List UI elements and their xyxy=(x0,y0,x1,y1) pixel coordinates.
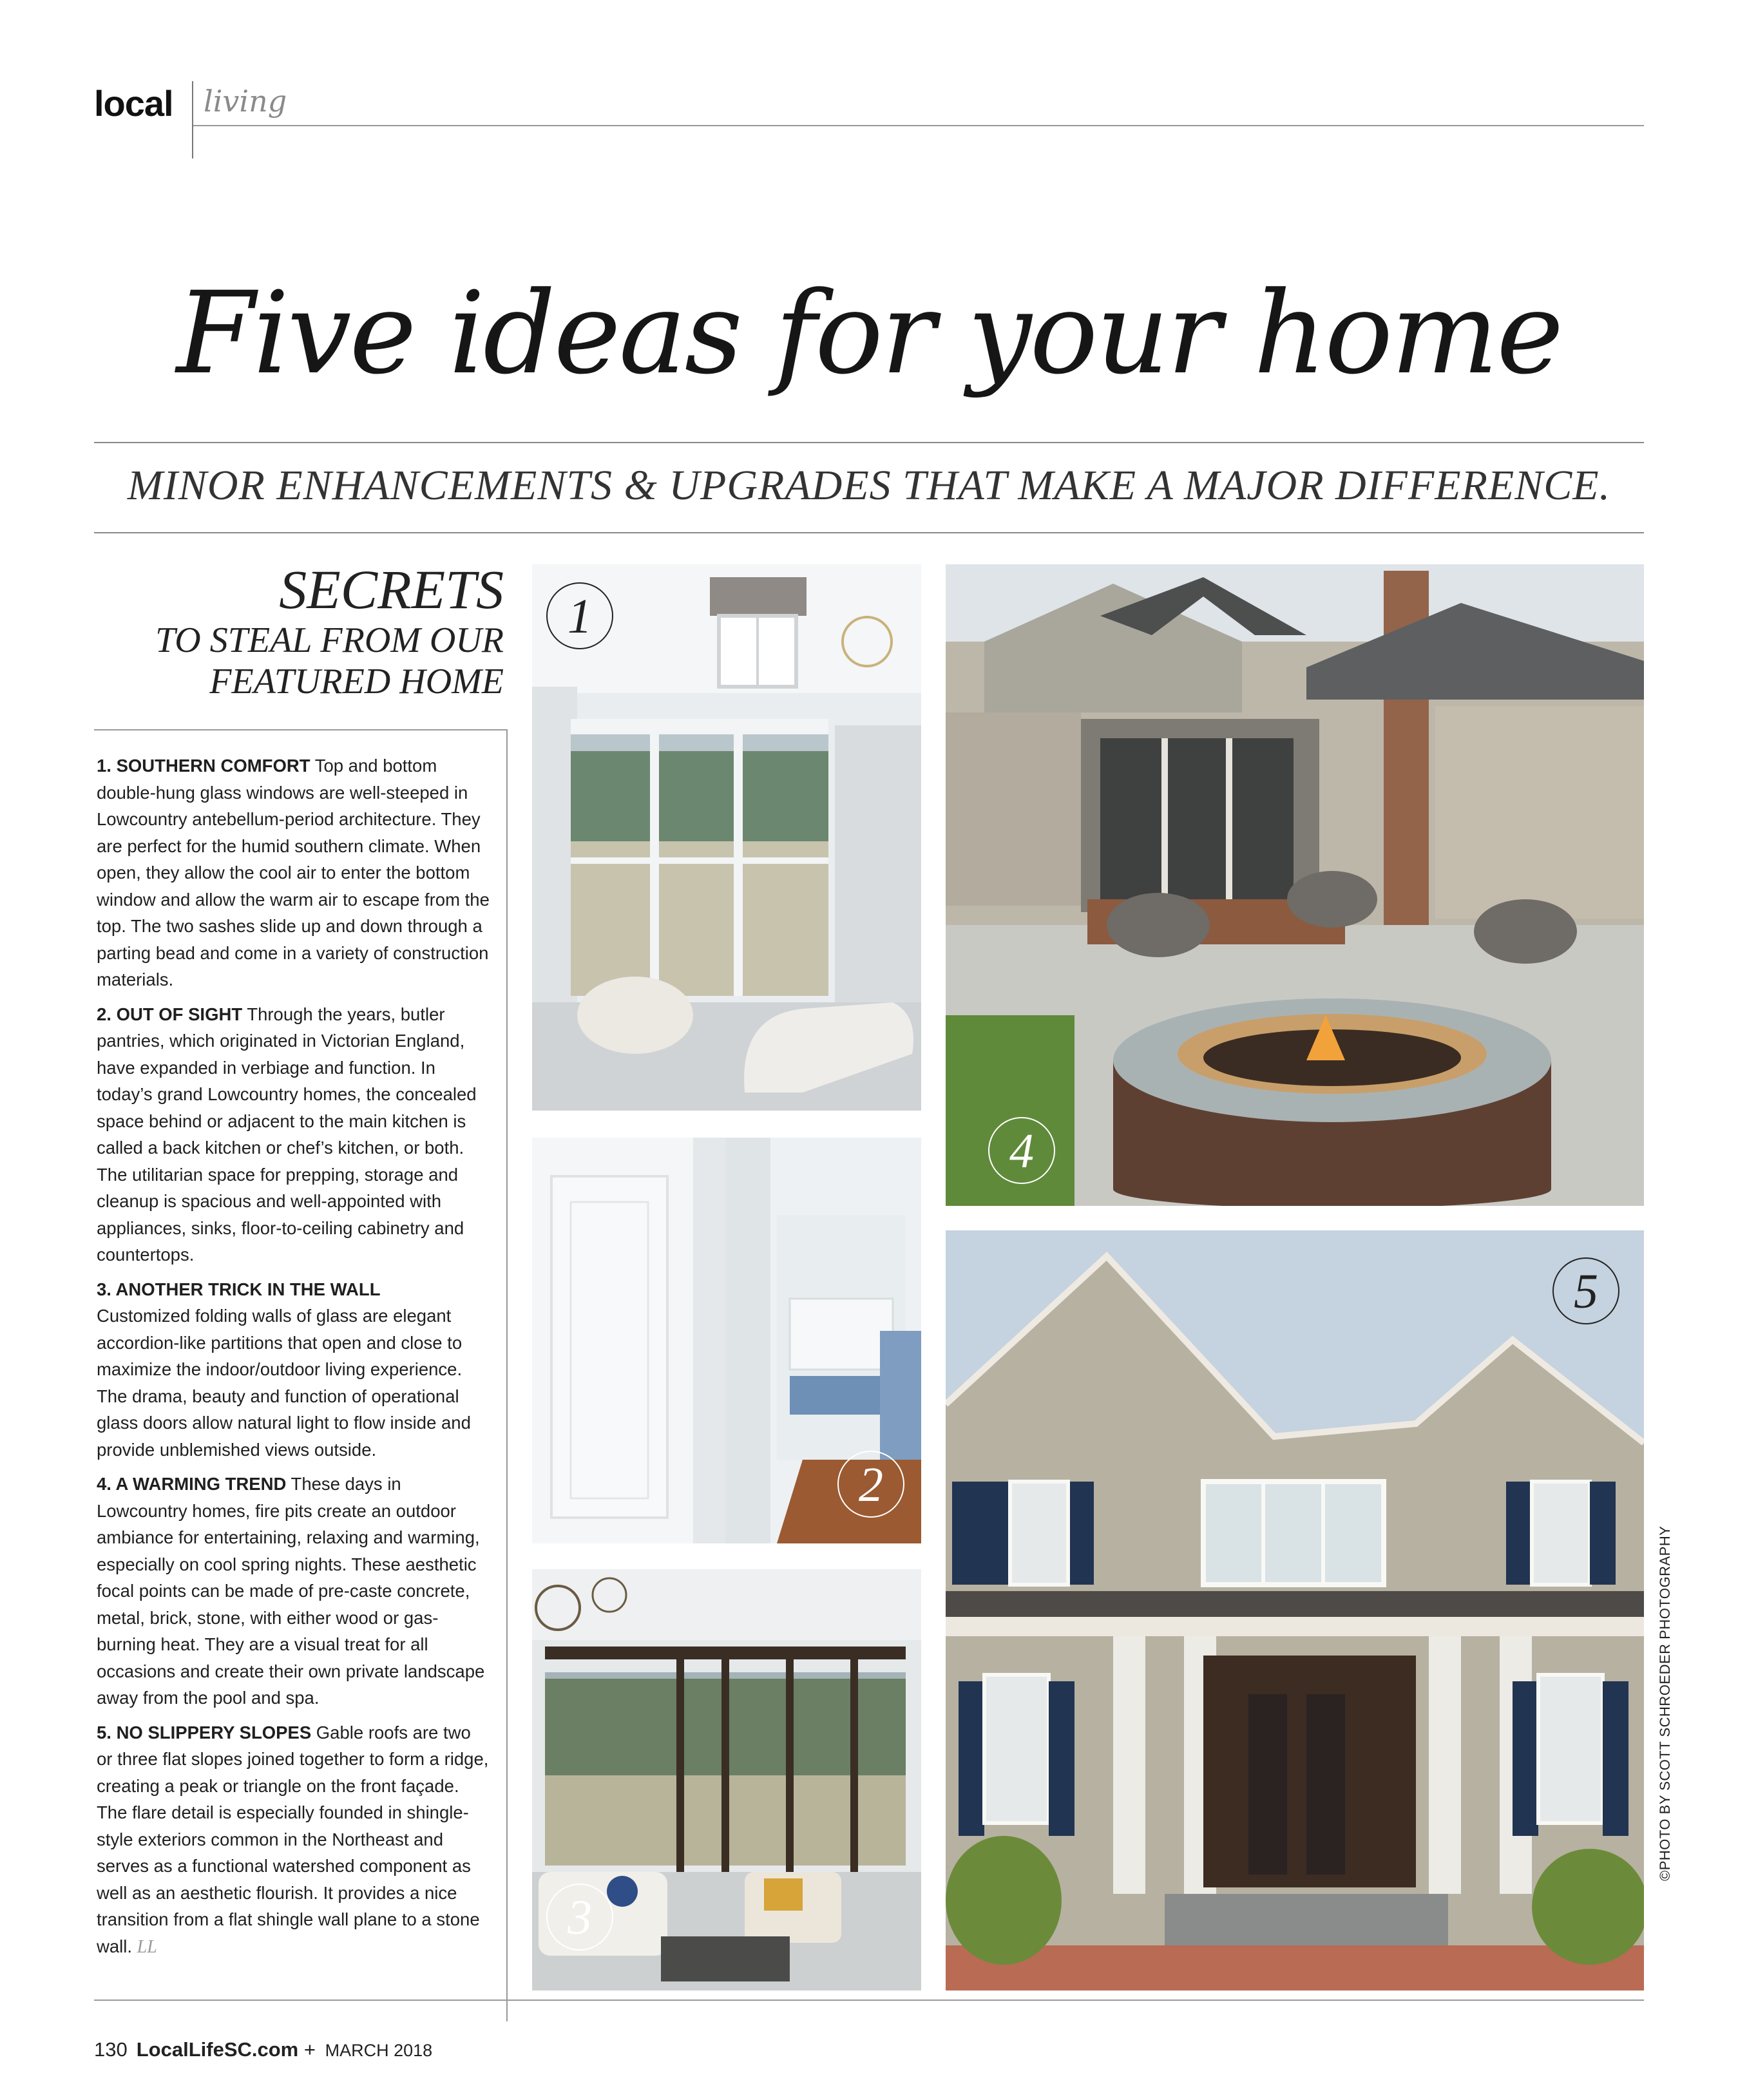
photo-credit: ©PHOTO BY SCOTT SCHROEDER PHOTOGRAPHY xyxy=(1657,1525,1673,1881)
idea-text: Top and bottom double-hung glass windows are well-steeped in Lowcountry antebellum-period architecture. They are perfect for the humid southern climate. When open, they allow the cool air to enter the bottom window and allow the warm air to escape from the top. The two sashes slide up and down through a parting bead and come in a variety of construction materials. xyxy=(97,756,490,989)
idea-title: 1. SOUTHERN COMFORT xyxy=(97,756,310,776)
title-rule-bottom xyxy=(94,532,1644,533)
idea-text: These days in Lowcountry homes, fire pits create an outdoor ambiance for entertaining, relaxing and warming, especially on cool spring nights. These aesthetic focal points can be made of pre-caste concrete, metal, brick, stone, with either wood or gas-burning heat. They are a visual treat for all occasions and create their own private landscape away from the pool and spa. xyxy=(97,1474,485,1708)
photo-sunroom xyxy=(532,564,921,1111)
article-title: Five ideas for your home xyxy=(176,267,1562,399)
footer-site-link[interactable]: LocalLifeSC.com xyxy=(136,2038,299,2061)
article-subtitle: MINOR ENHANCEMENTS & UPGRADES THAT MAKE A MAJOR DIFFERENCE. xyxy=(127,462,1611,509)
brand-local: local xyxy=(94,83,173,124)
idea-title: 4. A WARMING TREND xyxy=(97,1474,287,1494)
fire-pit-illustration xyxy=(946,564,1644,1206)
idea-item xyxy=(97,1276,491,1464)
secrets-subheading-line2: FEATURED HOME xyxy=(209,662,504,702)
idea-text: Customized folding walls of glass are elegant accordion-like partitions that open and close to maximize the indoor/outdoor living experience. The drama, beauty and function of operational glass doors allow natural light to flow inside and provide unblemished views outside. xyxy=(97,1306,471,1460)
photo-hallway xyxy=(532,1138,921,1543)
page-number: 130 xyxy=(94,2038,128,2061)
idea-title: 3. ANOTHER TRICK IN THE WALL xyxy=(97,1279,381,1299)
idea-item xyxy=(97,1719,491,1961)
idea-item xyxy=(97,1471,491,1712)
column-rule-horizontal xyxy=(94,729,508,730)
idea-title: 2. OUT OF SIGHT xyxy=(97,1004,243,1024)
idea-title: 5. NO SLIPPERY SLOPES xyxy=(97,1722,312,1742)
house-illustration xyxy=(946,1230,1644,1990)
footer-rule xyxy=(94,2000,1644,2001)
idea-item xyxy=(97,752,491,993)
footer-separator: + xyxy=(303,2038,316,2061)
column-rule-vertical xyxy=(506,729,508,2021)
idea-item xyxy=(97,1001,491,1268)
idea-text: Gable roofs are two or three flat slopes joined together to form a ridge, creating a peak or triangle on the front façade. The flare detail is especially founded in shingle-style exteriors common in the Northeast and serves as a functional watershed component as well as an aesthetic flourish. It provides a nice transition from a flat shingle wall plane to a stone wall. xyxy=(97,1722,489,1956)
footer-issue-date: MARCH 2018 xyxy=(325,2041,433,2060)
brand-section: living xyxy=(204,84,287,119)
photo-number-badge: 5 xyxy=(1552,1257,1619,1324)
author-initials: LL xyxy=(137,1936,157,1957)
page-footer xyxy=(94,2038,432,2061)
photo-living-room xyxy=(532,1569,921,1990)
secrets-heading: SECRETS xyxy=(279,558,504,620)
title-rule-top xyxy=(94,442,1644,443)
secrets-subheading xyxy=(94,620,504,702)
ideas-list xyxy=(97,752,491,1968)
header-rule xyxy=(193,125,1644,126)
idea-text: Through the years, butler pantries, which originated in Victorian England, have expanded in verbiage and function. In today’s grand Lowcountry homes, the concealed space behind or adjacent to the main kitchen is called a back kitchen or chef’s kitchen, or both. The utilitarian space for prepping, storage and cleanup is spacious and well-appointed with appliances, sinks, floor-to-ceiling cabinetry and countertops. xyxy=(97,1004,477,1265)
secrets-subheading-line1: TO STEAL FROM OUR xyxy=(155,620,504,660)
photo-house-front xyxy=(946,1230,1644,1990)
photo-fire-pit xyxy=(946,564,1644,1206)
photo-number-badge: 2 xyxy=(837,1451,904,1518)
photo-number-badge: 4 xyxy=(988,1117,1055,1184)
photo-number-badge: 3 xyxy=(546,1884,613,1951)
brand-divider xyxy=(192,81,193,158)
photo-number-badge: 1 xyxy=(546,582,613,649)
